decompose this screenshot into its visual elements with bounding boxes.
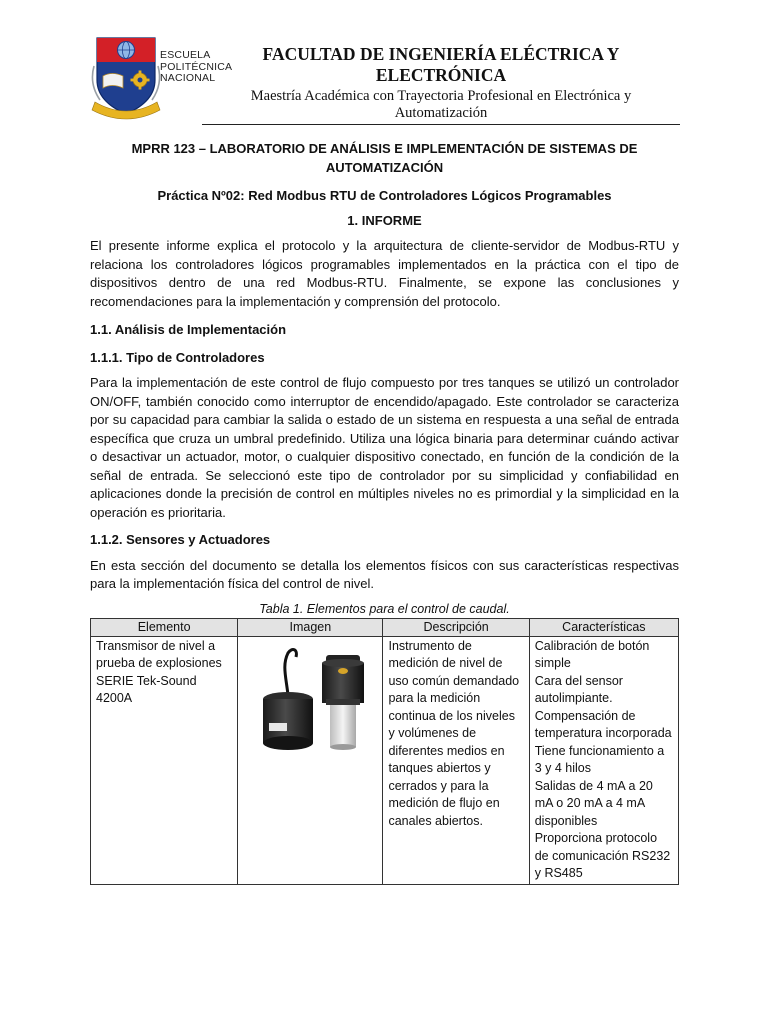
description-cell: Instrumento de medición de nivel de uso común demandado para la medición continua de los niveles y volúmenes de diferentes medios en tanques abiertos y cerrados y para la medición de flujo en canales abiertos. bbox=[383, 636, 529, 884]
sensors-paragraph: En esta sección del documento se detalla los elementos físicos con sus características respectivas para la implementación física del control de nivel. bbox=[90, 557, 679, 591]
element-cell: Transmisor de nivel a prueba de explosiones SERIE Tek-Sound 4200A bbox=[91, 636, 238, 884]
feature-item: Tiene funcionamiento a 3 y 4 hilos bbox=[534, 743, 665, 775]
institution-line: NACIONAL bbox=[160, 72, 216, 84]
header-divider bbox=[202, 124, 680, 125]
features-cell bbox=[529, 636, 678, 884]
feature-item: Salidas de 4 mA a 20 mA o 20 mA a 4 mA disponibles bbox=[534, 778, 653, 828]
section-heading-analisis: 1.1. Análisis de Implementación bbox=[90, 322, 287, 337]
column-header: Características bbox=[529, 618, 678, 636]
image-cell bbox=[238, 636, 383, 884]
section-heading-sensores: 1.1.2. Sensores y Actuadores bbox=[90, 532, 271, 547]
section-heading-informe: 1. INFORME bbox=[347, 212, 422, 228]
faculty-title: FACULTAD DE INGENIERÍA ELÉCTRICA Y ELECTRÓNICA bbox=[262, 44, 620, 85]
institution-name bbox=[160, 50, 232, 85]
column-header: Descripción bbox=[383, 618, 529, 636]
feature-item: Cara del sensor autolimpiante. bbox=[534, 673, 623, 705]
program-subtitle: Maestría Académica con Trayectoria Profesional en Electrónica y Automatización bbox=[250, 88, 632, 121]
practice-title: Práctica Nº02: Red Modbus RTU de Controladores Lógicos Programables bbox=[157, 188, 612, 203]
feature-item: Compensación de temperatura incorporada bbox=[534, 708, 672, 740]
elements-table bbox=[90, 618, 679, 885]
institution-line: ESCUELA bbox=[160, 49, 211, 61]
institution-line: POLITÉCNICA bbox=[160, 60, 233, 73]
column-header: Imagen bbox=[238, 618, 383, 636]
transmitter-photo bbox=[258, 647, 366, 759]
document-body bbox=[90, 140, 679, 885]
course-title: MPRR 123 – LABORATORIO DE ANÁLISIS E IMPLEMENTACIÓN DE SISTEMAS DE AUTOMATIZACIÓN bbox=[131, 141, 638, 175]
feature-item: Proporciona protocolo de comunicación RS232 y RS485 bbox=[534, 831, 671, 880]
table-row bbox=[91, 636, 679, 884]
table-header-row bbox=[91, 618, 679, 636]
column-header: Elemento bbox=[91, 618, 238, 636]
table-caption: Tabla 1. Elementos para el control de caudal. bbox=[259, 601, 510, 616]
section-heading-controladores: 1.1.1. Tipo de Controladores bbox=[90, 349, 265, 365]
intro-paragraph: El presente informe explica el protocolo y la arquitectura de cliente-servidor de Modbus-RTU y relaciona los controladores lógicos programables implementados en la práctica con el tipo de dispositivos dentro de una red Modbus-RTU. Finalmente, se expone las conclusiones y recomendaciones para la implementación y comprensión del protocolo. bbox=[90, 238, 679, 309]
controllers-paragraph: Para la implementación de este control de flujo compuesto por tres tanques se utilizó un controlador ON/OFF, también conocido como interruptor de encendido/apagado. Este controlador se caracteriza por su capacidad para cambiar la salida o estado de un sistema en respuesta a una señal de entrada específica que cruza un umbral predefinido. Utiliza una lógica binaria para determinar cuándo activar o desactivar un actuador, motor, o cualquier dispositivo conectado, en función de la condición de la señal de entrada. Se seleccionó este tipo de controlador por su simplicidad y confiabilidad en aplicaciones donde la precisión de control en múltiples niveles no es primordial y la simplicidad en la operación es prioritaria. bbox=[90, 375, 679, 520]
feature-item: Calibración de botón simple bbox=[534, 638, 650, 670]
